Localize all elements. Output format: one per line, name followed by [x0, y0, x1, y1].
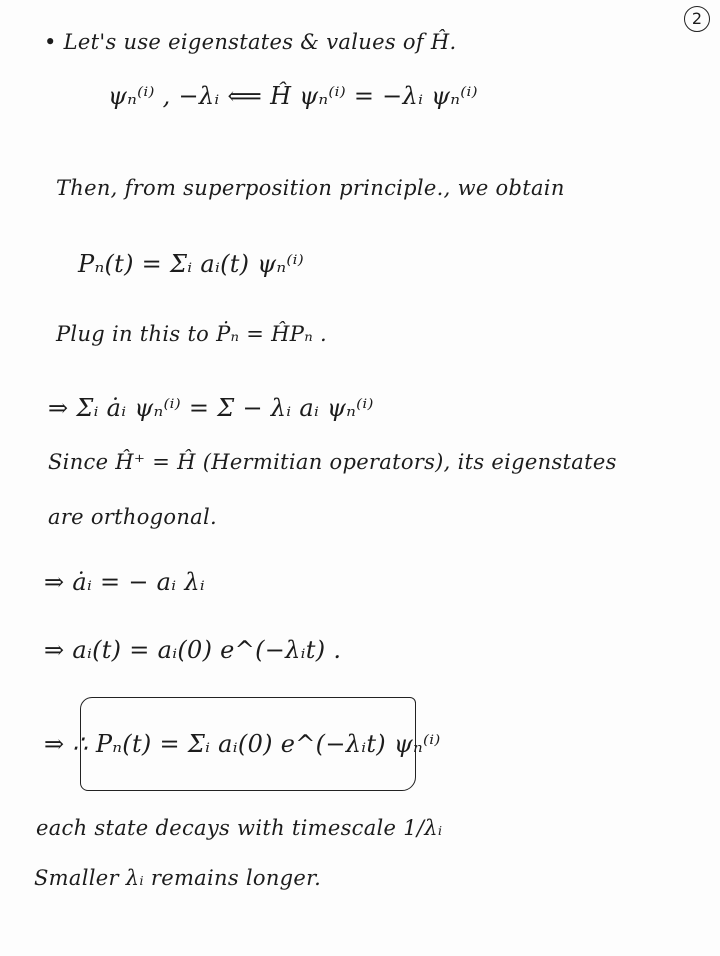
line-plug-in: Plug in this to Ṗₙ = ĤPₙ .: [56, 322, 327, 346]
line-superposition: Then, from superposition principle., we obtain: [56, 176, 565, 200]
line-hermitian: Since Ĥ⁺ = Ĥ (Hermitian operators), its eigenstates: [48, 450, 617, 474]
line-expansion: Pₙ(t) = Σᵢ aᵢ(t) ψₙ⁽ⁱ⁾: [78, 250, 304, 278]
line-decay-timescale: each state decays with timescale 1/λᵢ: [36, 816, 443, 840]
line-coefficient-ode: ⇒ ȧᵢ = − aᵢ λᵢ: [44, 568, 205, 596]
line-substituted-equation: ⇒ Σᵢ ȧᵢ ψₙ⁽ⁱ⁾ = Σ − λᵢ aᵢ ψₙ⁽ⁱ⁾: [48, 394, 374, 422]
line-final-result: ⇒ ∴ Pₙ(t) = Σᵢ aᵢ(0) e^(−λᵢt) ψₙ⁽ⁱ⁾: [44, 730, 441, 758]
line-smaller-lambda: Smaller λᵢ remains longer.: [34, 866, 322, 890]
line-coefficient-solution: ⇒ aᵢ(t) = aᵢ(0) e^(−λᵢt) .: [44, 636, 342, 664]
line-eigenstates-intro: • Let's use eigenstates & values of Ĥ.: [44, 30, 457, 54]
page-number: 2: [684, 6, 710, 32]
line-orthogonal: are orthogonal.: [48, 505, 217, 529]
line-eigen-equation: ψₙ⁽ⁱ⁾ , −λᵢ ⟸ Ĥ ψₙ⁽ⁱ⁾ = −λᵢ ψₙ⁽ⁱ⁾: [108, 82, 478, 110]
